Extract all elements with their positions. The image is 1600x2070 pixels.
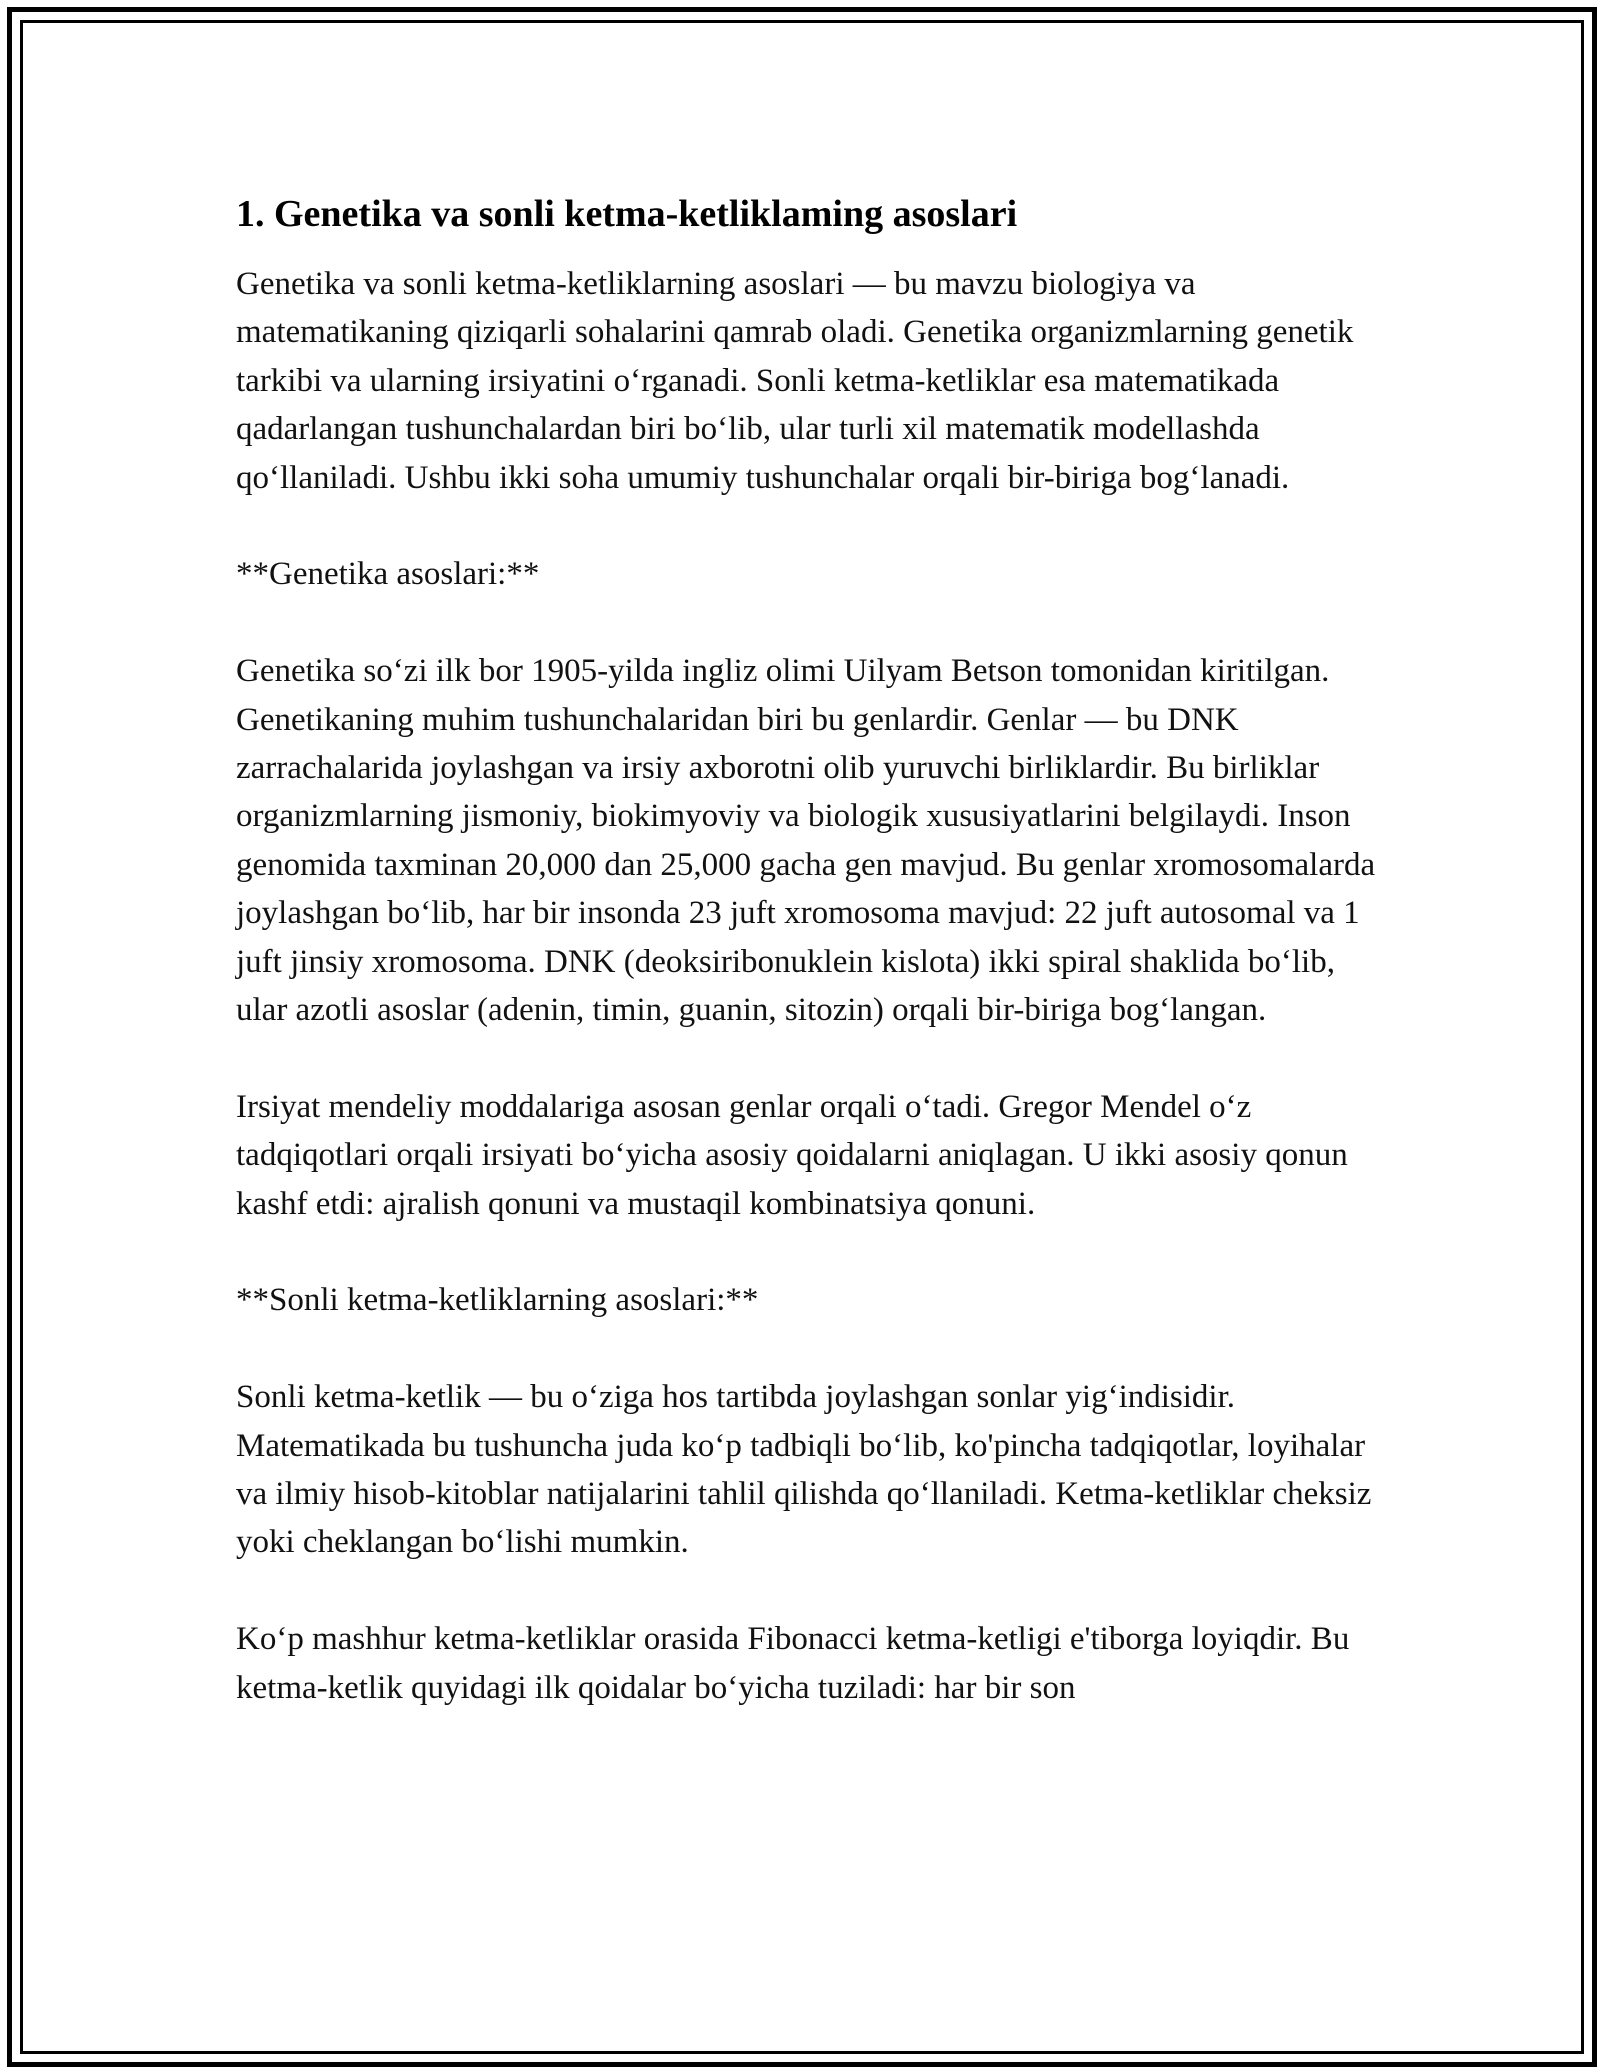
document-body: [236, 188, 1376, 1712]
paragraph-genetika: Genetika so‘zi ilk bor 1905-yilda ingliz olimi Uilyam Betson tomonidan kiritilgan. Genetikaning muhim tushunchalaridan biri bu genlardir. Genlar — bu DNK zarrachalarida joylashgan va irsiy axborotni olib yuruvchi birliklardir. Bu birliklar organizmlarning jismoniy, biokimyoviy va biologik xususiyatlarini belgilaydi. Inson genomida taxminan 20,000 dan 25,000 gacha gen mavjud. Bu genlar xromosomalarda joylashgan bo‘lib, har bir insonda 23 juft xromosoma mavjud: 22 juft autosomal va 1 juft jinsiy xromosoma. DNK (deoksiribonuklein kislota) ikki spiral shaklida bo‘lib, ular azotli asoslar (adenin, timin, guanin, sitozin) orqali bir-biriga bog‘langan.: [236, 653, 1376, 1029]
paragraph-intro: Genetika va sonli ketma-ketliklarning asoslari — bu mavzu biologiya va matematikaning qiziqarli sohalarini qamrab oladi. Genetika organizmlarning genetik tarkibi va ularning irsiyatini o‘rganadi. Sonli ketma-ketliklar esa matematikada qadarlangan tushunchalardan biri bo‘lib, ular turli xil matematik modellashda qo‘llaniladi. Ushbu ikki soha umumiy tushunchalar orqali bir-biriga bog‘lanadi.: [236, 266, 1354, 496]
document-title: 1. Genetika va sonli ketma-ketliklaming asoslari: [236, 193, 1018, 235]
paragraph-sonli-ketma-ketlik: Sonli ketma-ketlik — bu o‘ziga hos tartibda joylashgan sonlar yig‘indisidir. Matematikada bu tushuncha juda ko‘p tadbiqli bo‘lib, ko'pincha tadqiqotlar, loyihalar va ilmiy hisob-kitoblar natijalarini tahlil qilishda qo‘llaniladi. Ketma-ketliklar cheksiz yoki cheklangan bo‘lishi mumkin.: [236, 1379, 1372, 1561]
section-heading-genetika: **Genetika asoslari:**: [236, 556, 540, 593]
paragraph-fibonacci: Ko‘p mashhur ketma-ketliklar orasida Fibonacci ketma-ketligi e'tiborga loyiqdir. Bu ketma-ketlik quyidagi ilk qoidalar bo‘yicha tuziladi: har bir son: [236, 1621, 1350, 1706]
paragraph-irsiyat: Irsiyat mendeliy moddalariga asosan genlar orqali o‘tadi. Gregor Mendel o‘z tadqiqotlari orqali irsiyati bo‘yicha asosiy qoidalarni aniqlagan. U ikki asosiy qonun kashf etdi: ajralish qonuni va mustaqil kombinatsiya qonuni.: [236, 1088, 1348, 1222]
section-heading-ketma-ketlik: **Sonli ketma-ketliklarning asoslari:**: [236, 1282, 759, 1319]
